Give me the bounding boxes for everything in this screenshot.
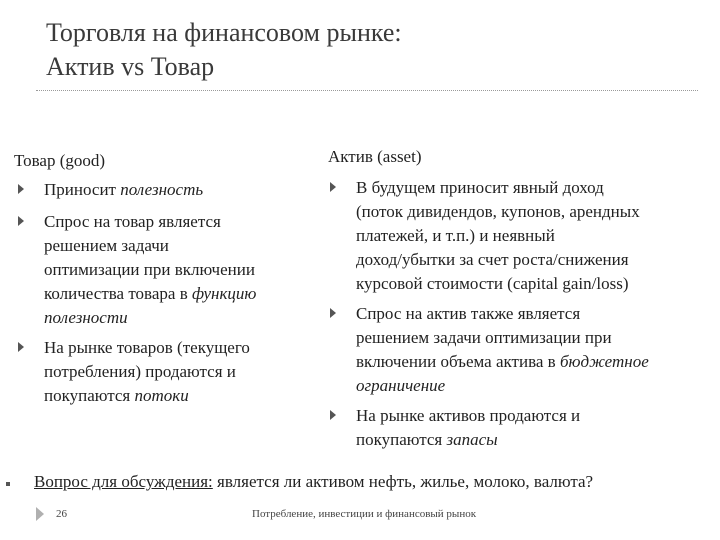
title-line-2: Актив vs Товар	[46, 52, 215, 81]
right-bullet-3: На рынке активов продаются и покупаются запасы	[356, 404, 580, 452]
left-column-heading: Товар (good)	[14, 151, 106, 170]
right-bullet-2: Спрос на актив также является решением задачи оптимизации при включении объема актива в бюджетное ограничение	[356, 302, 649, 398]
bullet-arrow-icon	[330, 308, 336, 318]
right-bullet-1: В будущем приносит явный доход (поток дивидендов, купонов, арендных платежей, и т.п.) и неявный доход/убытки за счет роста/снижения курсовой стоимости (capital gain/loss)	[356, 176, 640, 296]
left-bullet-1: Приносит полезность	[44, 178, 203, 202]
page-number: 26	[56, 508, 67, 520]
bullet-arrow-icon	[330, 182, 336, 192]
left-bullet-2: Спрос на товар является решением задачи оптимизации при включении количества товара в функцию полезности	[44, 210, 256, 330]
bullet-arrow-icon	[18, 342, 24, 352]
slide-title	[46, 16, 686, 84]
discussion-question	[34, 470, 593, 494]
footer-text: Потребление, инвестиции и финансовый рынок	[252, 508, 477, 520]
left-bullet-3: На рынке товаров (текущего потребления) продаются и покупаются потоки	[44, 336, 250, 408]
bullet-arrow-icon	[330, 410, 336, 420]
bullet-arrow-icon	[18, 184, 24, 194]
right-column-heading: Актив (asset)	[328, 147, 422, 166]
footer-arrow-icon	[36, 507, 44, 521]
title-divider	[36, 90, 698, 91]
question-text: является ли активом нефть, жилье, молоко, валюта?	[212, 472, 594, 491]
question-label: Вопрос для обсуждения:	[34, 472, 213, 491]
bullet-arrow-icon	[18, 216, 24, 226]
title-line-1: Торговля на финансовом рынке:	[46, 18, 402, 47]
square-bullet-icon	[6, 482, 10, 486]
